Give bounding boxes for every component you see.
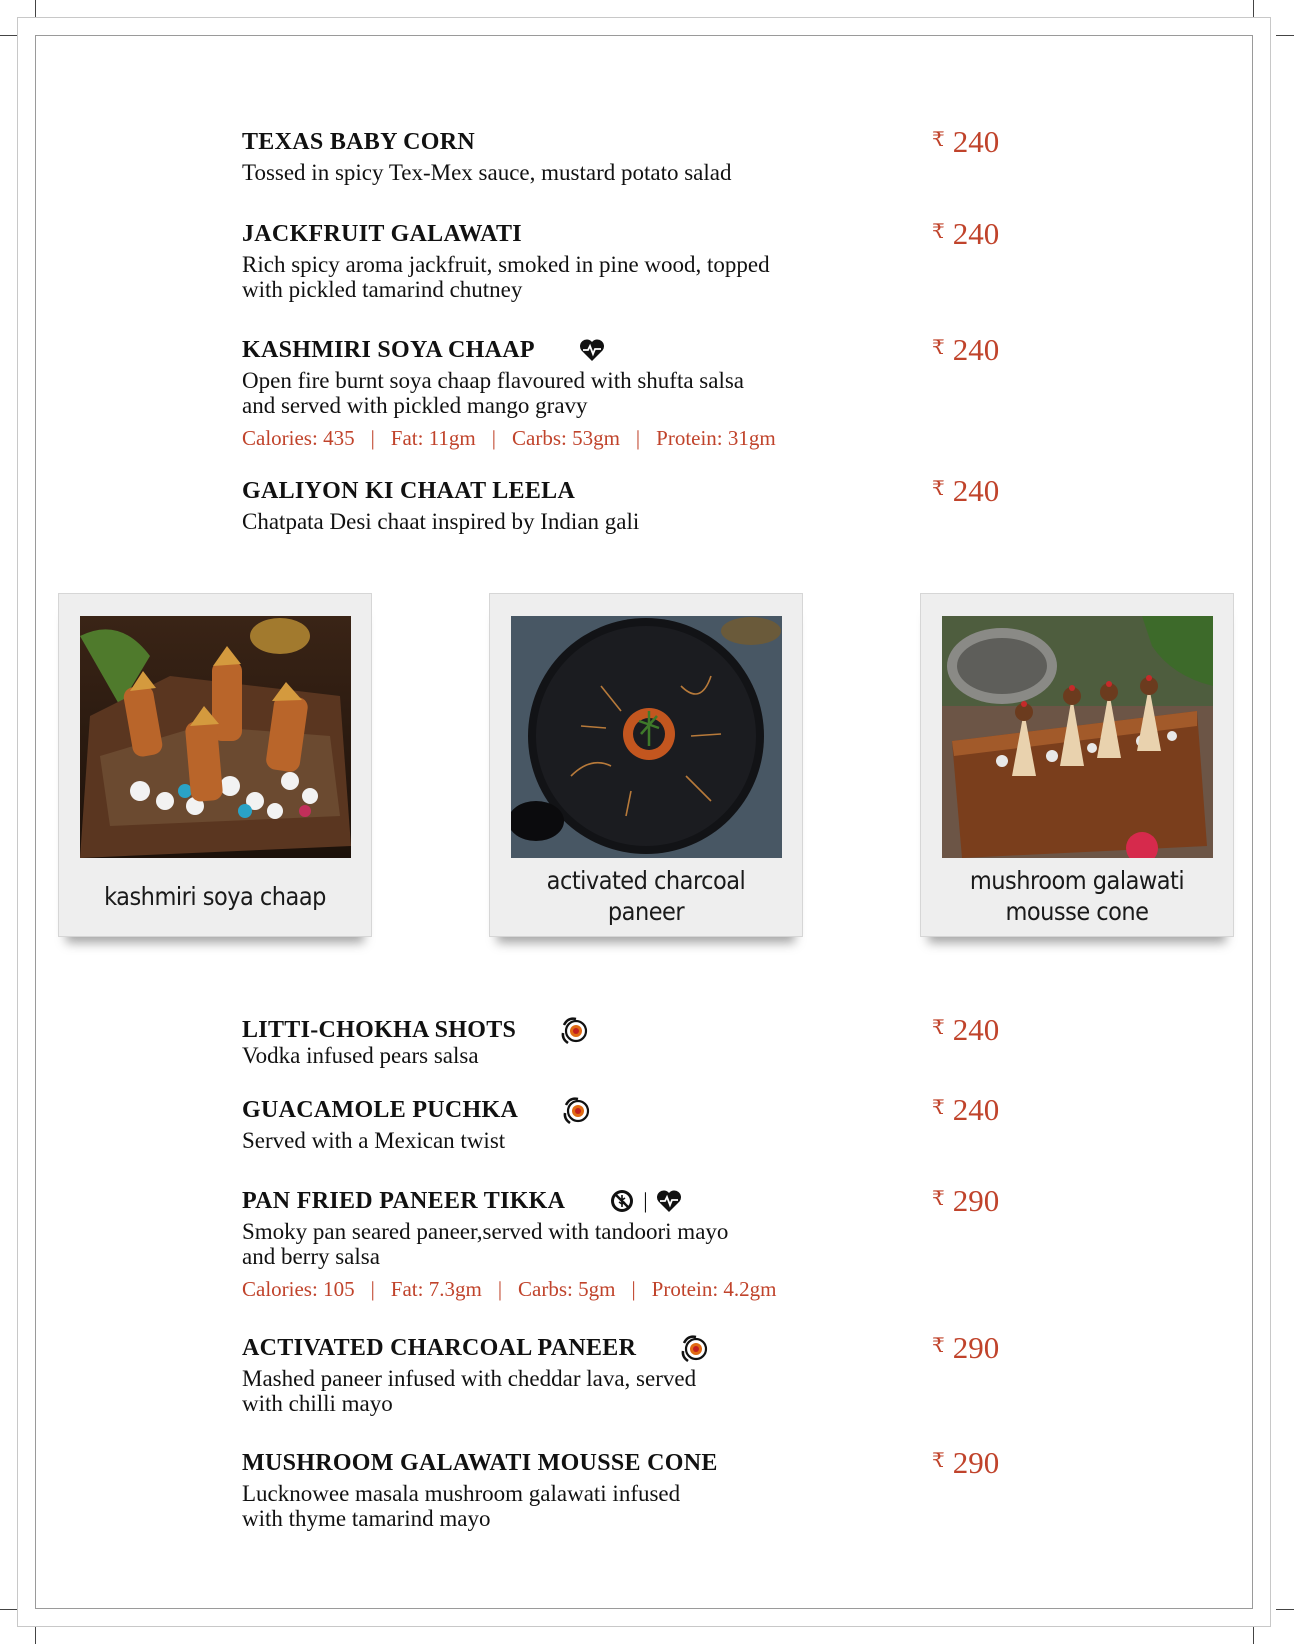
crop-mark [35,1626,36,1644]
photo-card [920,593,1234,937]
spiral-icon [560,1015,590,1045]
item-price: ₹ 290 [932,1330,1000,1365]
menu-item [242,1095,1042,1153]
heart-icon [656,1189,682,1213]
food-photo [942,616,1213,858]
crop-mark [1276,35,1294,36]
heart-icon [579,338,605,362]
item-price: ₹ 240 [932,332,1000,367]
photo-caption: kashmiri soya chaap [104,881,326,911]
food-photo [511,616,782,858]
photo-card [489,593,803,937]
item-name: KASHMIRI SOYA CHAAP [242,335,1042,365]
item-price: ₹ 240 [932,1092,1000,1127]
item-price: ₹ 240 [932,1012,1000,1047]
menu-item [242,1333,1042,1416]
item-price: ₹ 290 [932,1445,1000,1480]
item-name: GALIYON KI CHAAT LEELA [242,478,576,504]
item-name: ACTIVATED CHARCOAL PANEER [242,1333,1042,1363]
item-name: MUSHROOM GALAWATI MOUSSE CONE [242,1450,718,1476]
menu-item [242,1448,1042,1531]
item-description: Chatpata Desi chaat inspired by Indian gali [242,509,640,534]
item-name: GUACAMOLE PUCHKA [242,1095,1042,1125]
crop-mark [0,1609,18,1610]
item-description: Tossed in spicy Tex-Mex sauce, mustard potato salad [242,160,732,185]
item-name: PAN FRIED PANEER TIKKA | [242,1186,1042,1216]
item-description: Mashed paneer infused with cheddar lava, served with chilli mayo [242,1366,697,1416]
menu-item [242,1015,1042,1068]
item-description: Rich spicy aroma jackfruit, smoked in pine wood, topped with pickled tamarind chutney [242,252,770,302]
item-name: LITTI-CHOKHA SHOTS [242,1015,1042,1045]
item-description: Smoky pan seared paneer,served with tandoori mayo and berry salsa [242,1219,729,1269]
item-name: TEXAS BABY CORN [242,129,475,155]
no-gluten-icon [609,1188,635,1214]
crop-mark [35,0,36,18]
item-price: ₹ 240 [932,124,1000,159]
item-description: Vodka infused pears salsa [242,1043,479,1068]
crop-mark [1276,1609,1294,1610]
photo-caption: activated charcoal paneer [546,866,746,926]
item-name: JACKFRUIT GALAWATI [242,221,522,247]
photo-card [58,593,372,937]
menu-item [242,1186,1042,1302]
nutrition-info: Calories: 435 | Fat: 11gm | Carbs: 53gm | Protein: 31gm [242,426,776,450]
item-price: ₹ 290 [932,1183,1000,1218]
menu-item [242,127,1042,185]
nutrition-info: Calories: 105 | Fat: 7.3gm | Carbs: 5gm | Protein: 4.2gm [242,1277,777,1301]
item-description: Lucknowee masala mushroom galawati infused with thyme tamarind mayo [242,1481,681,1531]
item-description: Served with a Mexican twist [242,1128,506,1153]
photo-caption: mushroom galawati mousse cone [969,866,1185,926]
food-photo [80,616,351,858]
menu-item [242,219,1042,302]
menu-item [242,476,1042,534]
item-price: ₹ 240 [932,216,1000,251]
menu-item [242,335,1042,451]
crop-mark [1253,1626,1254,1644]
spiral-icon [562,1095,592,1125]
item-price: ₹ 240 [932,473,1000,508]
item-description: Open fire burnt soya chaap flavoured with shufta salsa and served with pickled mango gravy [242,368,745,418]
crop-mark [0,35,18,36]
crop-mark [1253,0,1254,18]
spiral-icon [680,1333,710,1363]
